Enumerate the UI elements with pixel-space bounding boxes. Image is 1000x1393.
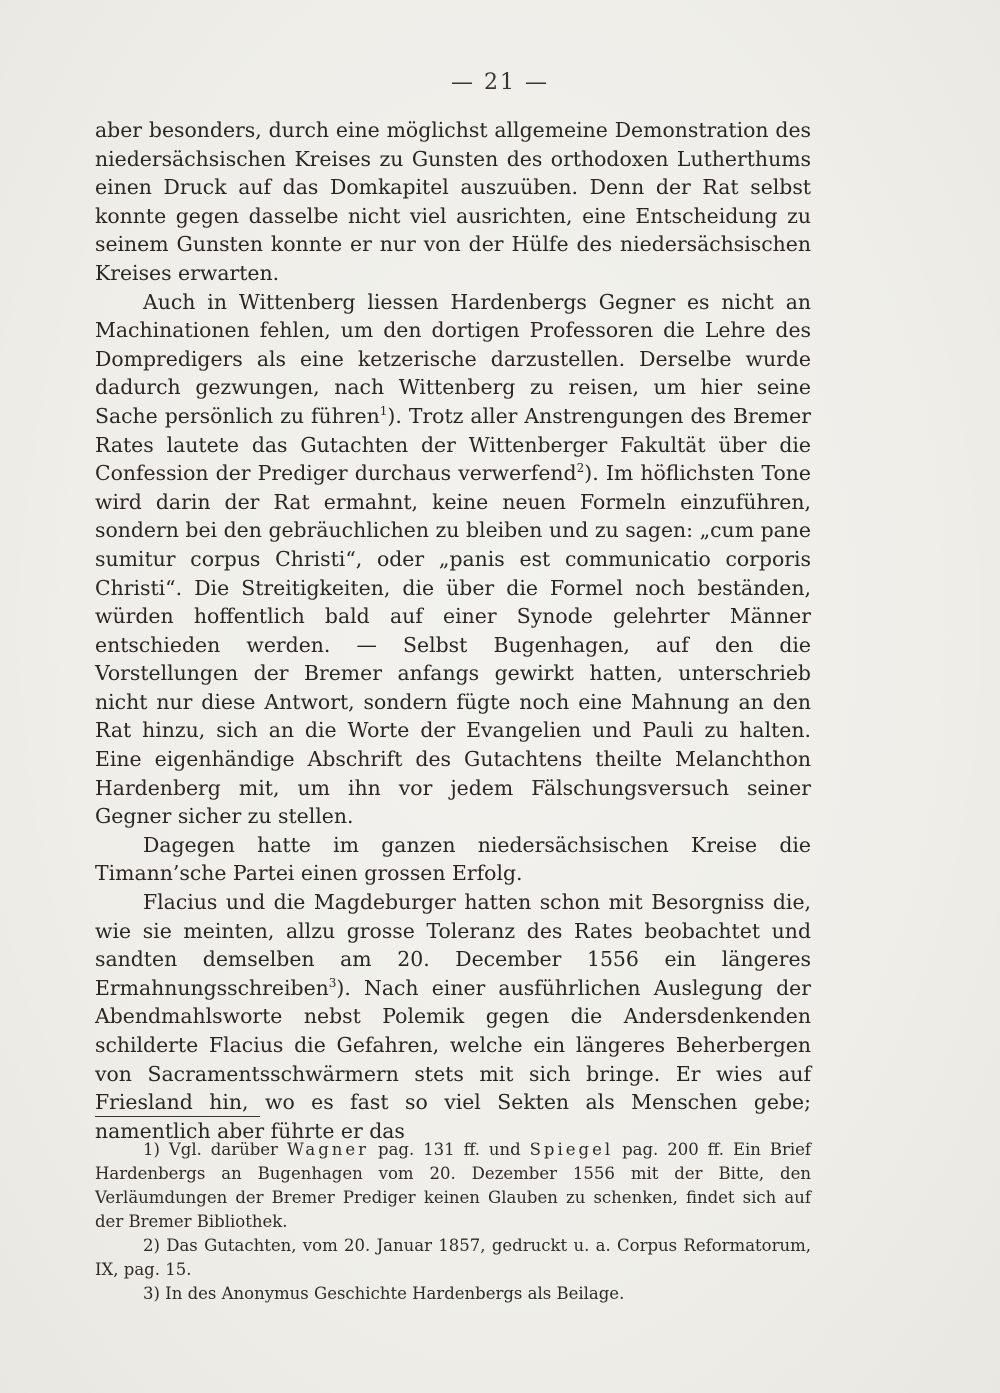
footnote-1-part-2: pag. 131 ff. und xyxy=(369,1140,530,1159)
footnote-3: 3) In des Anonymus Geschichte Hardenbergs als Beilage. xyxy=(143,1284,625,1303)
footnote-2: 2) Das Gutachten, vom 20. Januar 1857, gedruckt u. a. Corpus Reformatorum, IX, pag. 15. xyxy=(95,1236,811,1279)
footnote-ref-3: 3 xyxy=(328,976,337,991)
paragraph-2 xyxy=(95,288,811,831)
footnote-1-author-spiegel: Spiegel xyxy=(529,1140,614,1159)
paragraph-4 xyxy=(95,888,811,1145)
page-number: — 21 — xyxy=(451,70,549,95)
paragraph-2-part-2: ). Trotz aller Anstrengungen des Bremer Rates lautete das Gutachten der Wittenberger Fakultät über die Confession der Prediger durchaus verwerfend xyxy=(95,403,811,486)
paragraph-1: aber besonders, durch eine möglichst allgemeine Demonstration des niedersächsischen Kreises zu Gunsten des orthodoxen Lutherthums einen Druck auf das Domkapitel auszuüben. Denn der Rat selbst konnte gegen dasselbe nicht viel ausrichten, eine Entscheidung zu seinem Gunsten konnte er nur von der Hülfe des niedersächsischen Kreises erwarten. xyxy=(95,118,811,285)
paragraph-2-part-1: Auch in Wittenberg liessen Hardenbergs Gegner es nicht an Machinationen fehlen, um den dortigen Professoren die Lehre des Dompredigers als eine ketzerische darzustellen. Derselbe wurde dadurch gezwungen, nach Wittenberg zu reisen, um hier seine Sache persönlich zu führen xyxy=(95,289,811,428)
paragraph-4-part-1: Flacius und die Magdeburger hatten schon mit Besorgniss die, wie sie meinten, allzu grosse Toleranz des Rates beobachtet und sandten demselben am 20. December 1556 ein längeres Ermahnungsschreiben xyxy=(95,890,811,1000)
footnotes xyxy=(95,1138,811,1306)
paragraph-2-part-3: ). Im höflichsten Tone wird darin der Rat ermahnt, keine neuen Formeln einzuführen, sondern bei den gebräuchlichen zu bleiben und zu sagen: „cum pane sumitur corpus Christi“, oder „panis est communicatio corporis Christi“. Die Streitigkeiten, die über die Formel noch beständen, würden hoffentlich bald auf einer Synode gelehrter Männer entschieden werden. — Selbst Bugenhagen, auf den die Vorstellungen der Bremer anfangs gewirkt hatten, unterschrieb nicht nur diese Antwort, sondern fügte noch eine Mahnung an den Rat hinzu, sich an die Worte der Evangelien und Pauli zu halten. Eine eigenhändige Abschrift des Gutachtens theilte Melanchthon Hardenberg mit, um ihn vor jedem Fälschungsversuch seiner Gegner sicher zu stellen. xyxy=(95,461,811,829)
paragraph-3: Dagegen hatte im ganzen niedersächsischen Kreise die Timann’sche Partei einen grossen Erfolg. xyxy=(95,832,811,886)
paragraph-4-part-2: ). Nach einer ausführlichen Auslegung der Abendmahlsworte nebst Polemik gegen die Andersdenkenden schilderte Flacius die Gefahren, welche ein längeres Beherbergen von Sacramentsschwärmern stets mit sich bringe. Er wies auf Friesland hin, wo es fast so viel Sekten als Menschen gebe; namentlich aber führte er das xyxy=(95,975,811,1143)
footnote-ref-1: 1 xyxy=(379,404,388,419)
footnote-ref-2: 2 xyxy=(576,461,585,476)
footnote-1-part-1: 1) Vgl. darüber xyxy=(143,1140,287,1159)
footnote-1-author-wagner: Wagner xyxy=(286,1140,370,1159)
footnote-divider xyxy=(95,1116,260,1117)
footnote-1 xyxy=(95,1138,811,1234)
footnote-1-part-3: pag. 200 ff. Ein Brief Hardenbergs an Bugenhagen vom 20. Dezember 1556 mit der Bitte, den Verläumdungen der Bremer Prediger keinen Glauben zu schenken, findet sich auf der Bremer Bibliothek. xyxy=(95,1140,811,1231)
body-text xyxy=(95,116,811,1145)
